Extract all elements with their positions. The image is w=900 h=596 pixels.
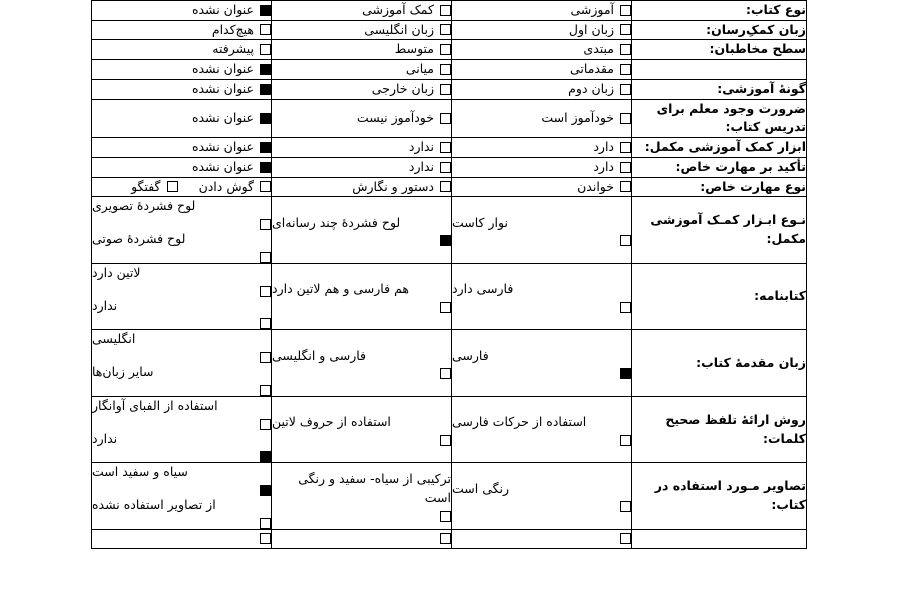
option-6-1-label: خودآموز نیست xyxy=(356,109,434,125)
option-3-1-label: متوسط xyxy=(394,41,434,57)
table-row xyxy=(92,138,807,158)
option-4-2-checkbox[interactable] xyxy=(260,64,271,75)
option-cell xyxy=(452,138,632,158)
table-row xyxy=(92,330,807,397)
option-4-0-label: مقدماتی xyxy=(570,61,614,76)
option-cell xyxy=(92,0,272,20)
option-2-2-checkbox[interactable] xyxy=(260,24,271,35)
row-label: ابزار کمک آموزشی مکمل: xyxy=(632,138,807,158)
option-3-0-label: مبتدی xyxy=(583,41,614,57)
option-6-1-checkbox[interactable] xyxy=(440,113,451,124)
row-label: ضرورت وجود معلم برای تدریس کتاب: xyxy=(632,99,807,138)
option-9-0-label: خواندن xyxy=(577,178,614,194)
option-10-0-label: نوار کاست xyxy=(452,214,508,230)
option-8-1-checkbox[interactable] xyxy=(440,162,451,173)
option-7-1-checkbox[interactable] xyxy=(440,142,451,153)
row-label: سطح مخاطبان: xyxy=(632,40,807,60)
option-5-1-checkbox[interactable] xyxy=(440,84,451,95)
option-12-1-label: فارسی و انگلیسی xyxy=(272,347,367,363)
table-row xyxy=(92,99,807,138)
option-1-2-checkbox[interactable] xyxy=(260,5,271,16)
option-5-0-label: زبان دوم xyxy=(568,80,614,96)
option-1-1-label: کمک آموزشی xyxy=(362,1,434,17)
option-13-1-checkbox[interactable] xyxy=(440,435,451,446)
table-row xyxy=(92,0,807,20)
option-8-0-checkbox[interactable] xyxy=(620,162,631,173)
option-9-2-checkbox[interactable] xyxy=(167,181,178,192)
option-11-1-label: هم فارسی و هم لاتین دارد xyxy=(272,281,409,297)
form-body xyxy=(92,0,807,548)
option-12-1-checkbox[interactable] xyxy=(440,368,451,379)
option-extra-9-2-label: گوش دادن xyxy=(198,178,254,194)
option-2-1-label: زبان انگلیسی xyxy=(364,21,434,37)
option-cell xyxy=(272,396,452,463)
option-extra-11-2-checkbox[interactable] xyxy=(260,318,271,329)
option-9-1-label: دستور و نگارش xyxy=(352,178,434,194)
row-label: نـوع ابـزار کمـک آموزشی مکمل: xyxy=(632,197,807,264)
option-3-1-checkbox[interactable] xyxy=(440,44,451,55)
option-cell xyxy=(92,330,272,397)
option-5-0-checkbox[interactable] xyxy=(620,84,631,95)
option-4-1-label: میانی xyxy=(405,61,434,76)
option-cell xyxy=(92,157,272,177)
option-7-1-label: ندارد xyxy=(408,139,434,154)
option-15-2-checkbox[interactable] xyxy=(260,533,271,544)
option-10-0-checkbox[interactable] xyxy=(620,235,631,246)
option-cell xyxy=(452,197,632,264)
option-5-2-checkbox[interactable] xyxy=(260,84,271,95)
table-row xyxy=(92,177,807,197)
option-2-1-checkbox[interactable] xyxy=(440,24,451,35)
option-12-0-checkbox[interactable] xyxy=(620,368,631,379)
option-cell xyxy=(92,177,272,197)
option-11-0-label: فارسی دارد xyxy=(452,281,514,297)
option-cell xyxy=(92,60,272,80)
option-cell xyxy=(452,463,632,530)
option-5-2-label: عنوان نشده xyxy=(191,80,254,96)
option-13-0-checkbox[interactable] xyxy=(620,435,631,446)
option-cell xyxy=(452,20,632,40)
option-cell xyxy=(452,99,632,138)
option-11-2-checkbox[interactable] xyxy=(260,286,271,297)
option-9-0-checkbox[interactable] xyxy=(620,181,631,192)
option-extra-12-2-checkbox[interactable] xyxy=(260,385,271,396)
option-2-0-label: زبان اول xyxy=(568,21,614,37)
option-8-2-label: عنوان نشده xyxy=(191,158,254,174)
table-row xyxy=(92,157,807,177)
option-11-1-checkbox[interactable] xyxy=(440,302,451,313)
table-row xyxy=(92,20,807,40)
row-label xyxy=(632,60,807,80)
option-cell xyxy=(92,138,272,158)
table-row xyxy=(92,529,807,548)
option-extra-10-2-label: لوح فشردهٔ صوتی xyxy=(92,231,186,246)
option-cell xyxy=(452,529,632,548)
option-cell xyxy=(92,79,272,99)
option-9-1-checkbox[interactable] xyxy=(440,181,451,192)
option-4-0-checkbox[interactable] xyxy=(620,64,631,75)
row-label: کتابنامه: xyxy=(632,263,807,330)
option-1-2-label: عنوان نشده xyxy=(191,1,254,17)
option-cell xyxy=(272,0,452,20)
option-extra-14-2-checkbox[interactable] xyxy=(260,518,271,529)
option-3-2-label: پیشرفته xyxy=(212,41,254,57)
option-cell xyxy=(452,263,632,330)
option-cell xyxy=(452,177,632,197)
option-cell xyxy=(92,99,272,138)
option-10-1-checkbox[interactable] xyxy=(440,235,451,246)
option-cell xyxy=(272,330,452,397)
evaluation-form-table xyxy=(91,0,807,549)
option-2-2-label: هیچ‌کدام xyxy=(211,21,254,37)
option-cell xyxy=(272,20,452,40)
row-label: زبان کمکِ‌رسان: xyxy=(632,20,807,40)
option-12-2-checkbox[interactable] xyxy=(260,352,271,363)
option-cell xyxy=(92,529,272,548)
option-5-1-label: زبان خارجی xyxy=(371,80,434,96)
option-10-2-checkbox[interactable] xyxy=(260,219,271,230)
option-8-0-label: دارد xyxy=(593,158,614,174)
option-13-2-checkbox[interactable] xyxy=(260,419,271,430)
option-cell xyxy=(272,197,452,264)
option-1-0-checkbox[interactable] xyxy=(620,5,631,16)
option-extra-9-2-checkbox[interactable] xyxy=(260,181,271,192)
option-10-1-label: لوح فشردهٔ چند رسانه‌ای xyxy=(272,214,401,230)
option-11-2-label: لاتین دارد xyxy=(92,264,141,280)
option-cell xyxy=(92,40,272,60)
option-12-2-label: انگلیسی xyxy=(92,331,136,347)
option-cell xyxy=(452,0,632,20)
option-14-2-checkbox[interactable] xyxy=(260,485,271,496)
table-row xyxy=(92,40,807,60)
option-12-0-label: فارسی xyxy=(452,347,489,363)
option-8-1-label: ندارد xyxy=(408,158,434,174)
option-1-0-label: آموزشی xyxy=(570,1,614,17)
option-cell xyxy=(272,99,452,138)
row-label: زبان مقدمهٔ کتاب: xyxy=(632,330,807,397)
option-cell xyxy=(272,60,452,80)
option-cell xyxy=(272,263,452,330)
option-extra-10-2-checkbox[interactable] xyxy=(260,252,271,263)
option-extra-13-2-label: ندارد xyxy=(92,430,118,446)
option-4-2-label: عنوان نشده xyxy=(191,61,254,76)
option-3-0-checkbox[interactable] xyxy=(620,44,631,55)
option-cell xyxy=(272,157,452,177)
option-14-1-label: ترکیبی از سیاه- سفید و رنگی است xyxy=(298,471,451,505)
option-extra-13-2-checkbox[interactable] xyxy=(260,451,271,462)
option-cell xyxy=(272,79,452,99)
option-6-2-label: عنوان نشده xyxy=(191,109,254,125)
option-cell xyxy=(272,138,452,158)
option-9-2-label: گفتگو xyxy=(131,178,161,194)
table-row xyxy=(92,60,807,80)
row-label: تأکید بر مهارت خاص: xyxy=(632,157,807,177)
option-cell xyxy=(92,396,272,463)
option-7-0-label: دارد xyxy=(593,139,614,154)
option-cell xyxy=(272,529,452,548)
row-label: گونهٔ آموزشی: xyxy=(632,79,807,99)
option-1-1-checkbox[interactable] xyxy=(440,5,451,16)
option-8-2-checkbox[interactable] xyxy=(260,162,271,173)
option-cell xyxy=(452,79,632,99)
option-14-0-label: رنگی است xyxy=(452,480,510,496)
option-cell xyxy=(92,263,272,330)
option-14-2-label: سیاه و سفید است xyxy=(92,464,188,480)
option-14-0-checkbox[interactable] xyxy=(620,501,631,512)
table-row xyxy=(92,79,807,99)
option-cell xyxy=(92,20,272,40)
option-10-2-label: لوح فشردهٔ تصویری xyxy=(92,198,196,214)
row-label: نوع کتاب: xyxy=(632,0,807,20)
option-extra-11-2-label: ندارد xyxy=(92,297,118,313)
option-7-0-checkbox[interactable] xyxy=(620,142,631,153)
option-extra-14-2-label: از تصاویر استفاده نشده xyxy=(92,497,216,512)
option-11-0-checkbox[interactable] xyxy=(620,302,631,313)
option-cell xyxy=(452,60,632,80)
option-3-2-checkbox[interactable] xyxy=(260,44,271,55)
option-15-0-checkbox[interactable] xyxy=(620,533,631,544)
row-label: تصاویر مـورد استفاده در کتاب: xyxy=(632,463,807,530)
table-row xyxy=(92,197,807,264)
row-label xyxy=(632,529,807,548)
option-4-1-checkbox[interactable] xyxy=(440,64,451,75)
option-6-0-checkbox[interactable] xyxy=(620,113,631,124)
row-label: روش ارائهٔ تلفظ صحیح کلمات: xyxy=(632,396,807,463)
option-cell xyxy=(452,40,632,60)
option-cell xyxy=(452,396,632,463)
option-14-1-checkbox[interactable] xyxy=(440,511,451,522)
table-row xyxy=(92,463,807,530)
option-cell xyxy=(272,463,452,530)
option-6-2-checkbox[interactable] xyxy=(260,113,271,124)
option-extra-12-2-label: سایر زبان‌ها xyxy=(92,364,154,379)
option-6-0-label: خودآموز است xyxy=(541,109,614,125)
option-13-1-label: استفاده از حروف لاتین xyxy=(272,414,391,430)
table-row xyxy=(92,396,807,463)
option-cell xyxy=(452,330,632,397)
option-cell xyxy=(272,177,452,197)
option-cell xyxy=(452,157,632,177)
option-7-2-label: عنوان نشده xyxy=(191,139,254,154)
option-cell xyxy=(92,197,272,264)
option-2-0-checkbox[interactable] xyxy=(620,24,631,35)
option-cell xyxy=(92,463,272,530)
row-label: نوع مهارت خاص: xyxy=(632,177,807,197)
option-7-2-checkbox[interactable] xyxy=(260,142,271,153)
option-cell xyxy=(272,40,452,60)
table-row xyxy=(92,263,807,330)
option-15-1-checkbox[interactable] xyxy=(440,533,451,544)
option-13-0-label: استفاده از حرکات فارسی xyxy=(452,414,587,430)
option-13-2-label: استفاده از الفبای آوانگار xyxy=(92,397,218,413)
